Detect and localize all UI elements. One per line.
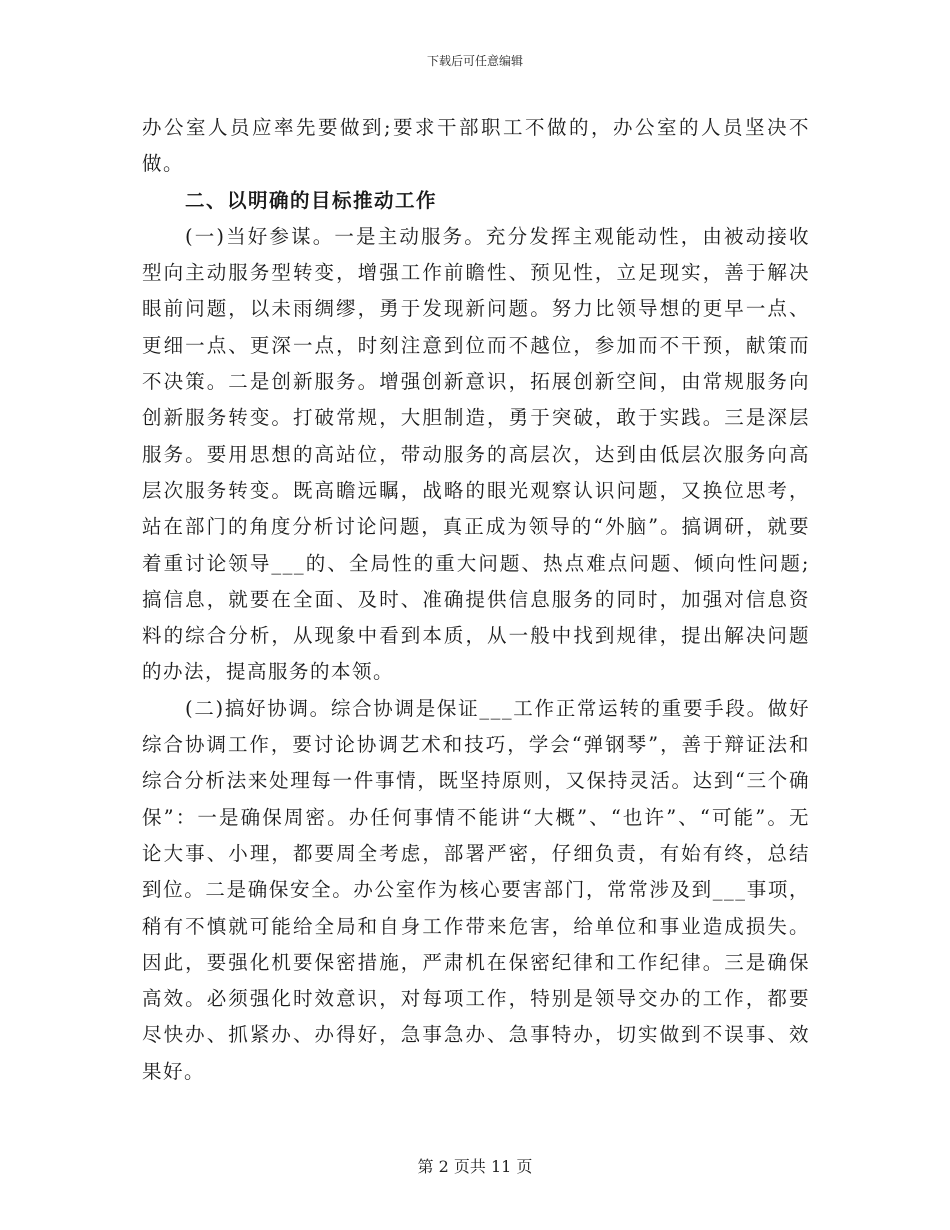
paragraph-coordination: (二)搞好协调。综合协调是保证___工作正常运转的重要手段。做好综合协调工作，要讨论协调艺术和技巧，学会“弹钢琴”，善于辩证法和综合分析法来处理每一件事情，既坚持原则，又保持灵活。达到“三个确保”：一是确保周密。办任何事情不能讲“大概”、“也许”、“可能”。无论大事、小理，都要周全考虑，部署严密，仔细负责，有始有终，总结到位。二是确保安全。办公室作为核心要害部门，常常涉及到___事项，稍有不慎就可能给全局和自身工作带来危害，给单位和事业造成损失。因此，要强化机要保密措施，严肃机在保密纪律和工作纪律。三是确保高效。必须强化时效意识，对每项工作，特别是领导交办的工作，都要尽快办、抓紧办、办得好，急事急办、急事特办，切实做到不误事、效果好。 (142, 696, 810, 1083)
paragraph-advisor: (一)当好参谋。一是主动服务。充分发挥主观能动性，由被动接收型向主动服务型转变，增强工作前瞻性、预见性，立足现实，善于解决眼前问题，以未雨绸缪，勇于发现新问题。努力比领导想的更早一点、更细一点、更深一点，时刻注意到位而不越位，参加而不干预，献策而不决策。二是创新服务。增强创新意识，拓展创新空间，由常规服务向创新服务转变。打破常规，大胆制造，勇于突破，敢于实践。三是深层服务。要用思想的高站位，带动服务的高层次，达到由低层次服务向高层次服务转变。既高瞻远瞩，战略的眼光观察认识问题，又换位思考，站在部门的角度分析讨论问题，真正成为领导的“外脑”。搞调研，就要着重讨论领导___的、全局性的重大问题、热点难点问题、倾向性问题;搞信息，就要在全面、及时、准确提供信息服务的同时，加强对信息资料的综合分析，从现象中看到本质，从一般中找到规律，提出解决问题的办法，提高服务的本领。 (142, 224, 810, 684)
section-heading: 二、以明确的目标推动工作 (185, 188, 438, 212)
page-number: 第 2 页共 11 页 (417, 1157, 533, 1176)
document-body (142, 110, 810, 1090)
paragraph-continuation: 办公室人员应率先要做到;要求干部职工不做的，办公室的人员坚决不做。 (142, 116, 810, 176)
page-header-note: 下载后可任意编辑 (426, 54, 523, 68)
